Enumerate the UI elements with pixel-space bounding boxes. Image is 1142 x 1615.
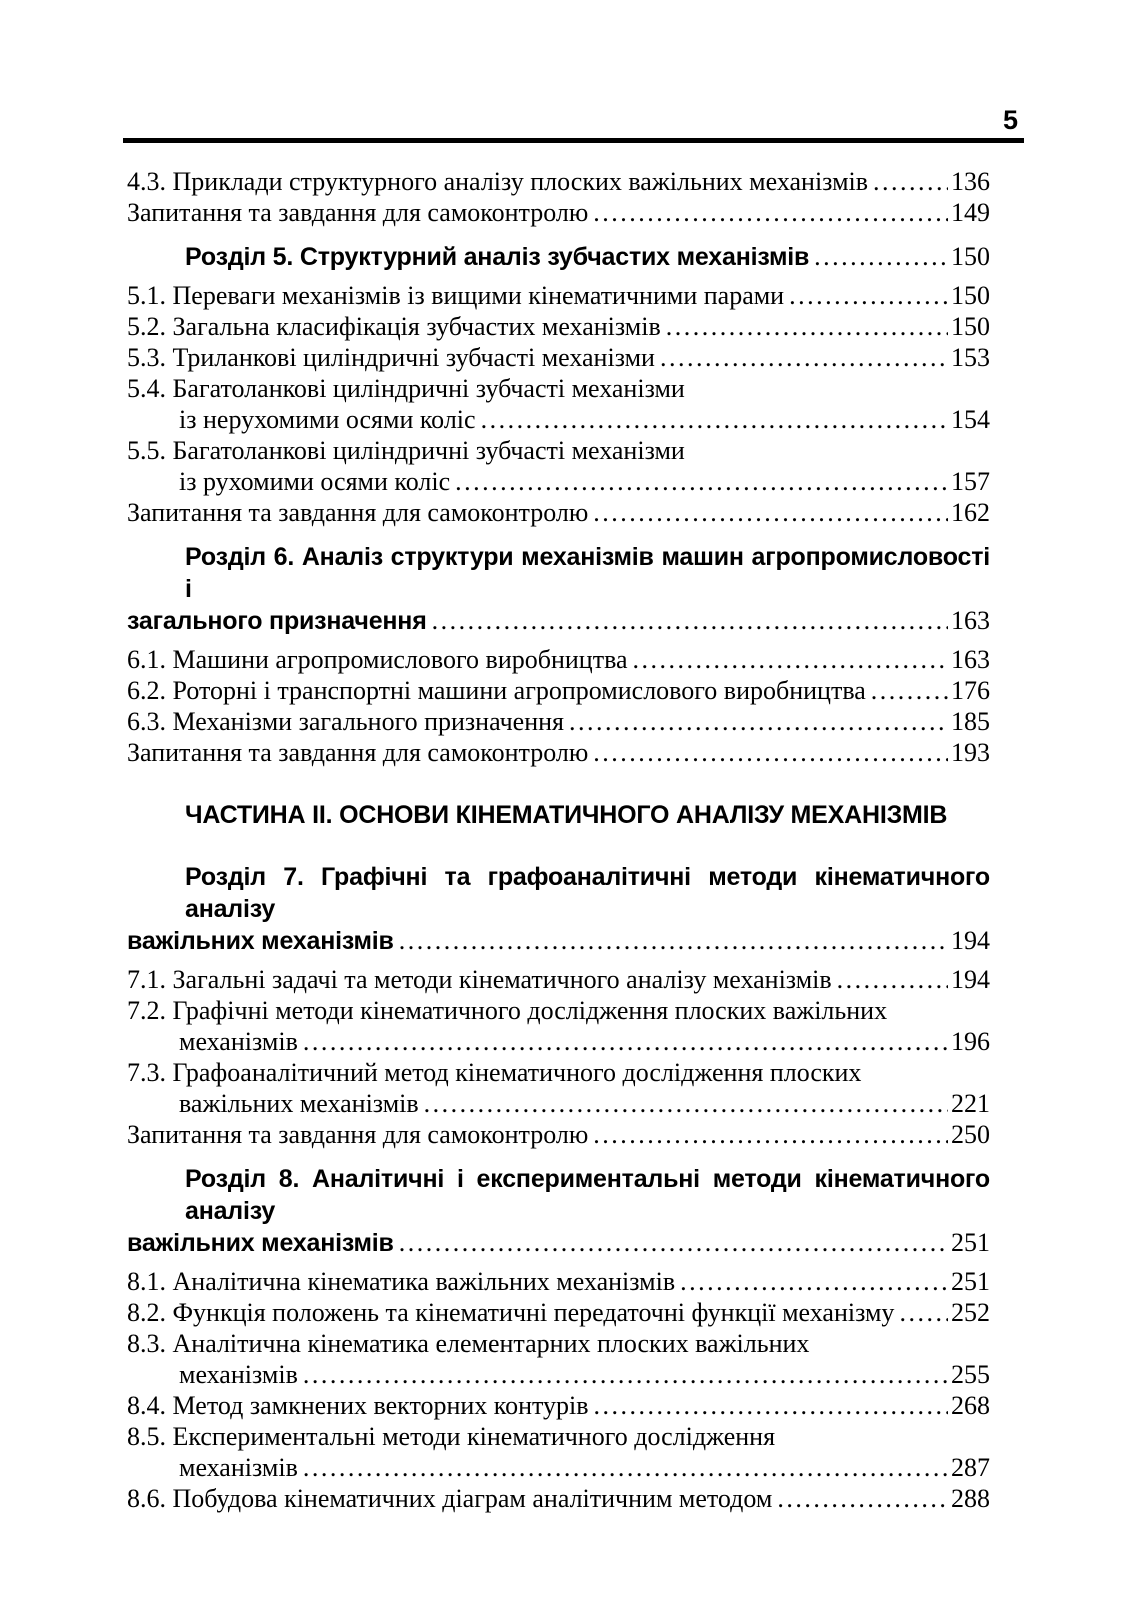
toc-entry — [127, 1119, 990, 1150]
dot-leader — [660, 342, 948, 373]
dot-leader — [303, 1359, 948, 1390]
toc-page-number: 149 — [951, 198, 990, 227]
toc-line — [127, 404, 990, 435]
toc-line — [127, 1163, 990, 1227]
dot-leader — [666, 311, 948, 342]
dot-leader — [873, 166, 948, 197]
toc-line — [127, 925, 990, 957]
dot-leader — [814, 241, 948, 272]
toc-entry — [127, 995, 990, 1057]
dot-leader — [593, 737, 948, 768]
toc-entry-text: 4.3. Приклади структурного аналізу плоских важільних механізмів — [127, 167, 869, 196]
toc-chapter-entry — [127, 541, 990, 637]
toc-entry-text: Запитання та завдання для самоконтролю — [127, 498, 589, 527]
toc-page-number: 163 — [951, 606, 990, 635]
toc-entry — [127, 1390, 990, 1421]
toc-entry-text: 8.5. Експериментальні методи кінематичного дослідження — [127, 1422, 776, 1451]
toc-entry-text: важільних механізмів — [179, 1089, 419, 1118]
toc-entry — [127, 311, 990, 342]
toc-entry-text: 6.3. Механізми загального призначення — [127, 707, 564, 736]
toc-page-number: 176 — [951, 676, 990, 705]
toc-line — [127, 1359, 990, 1390]
toc-entry-text: 5.3. Триланкові циліндричні зубчасті механізми — [127, 343, 655, 372]
toc-line — [127, 466, 990, 497]
toc-entry-text: важільних механізмів — [127, 1229, 394, 1257]
toc-page-number: 150 — [951, 312, 990, 341]
toc-chapter-entry — [127, 861, 990, 957]
dot-leader — [569, 706, 948, 737]
toc-line — [127, 1026, 990, 1057]
toc-entry-text: Розділ 5. Структурний аналіз зубчастих механізмів — [185, 243, 810, 271]
toc-entry — [127, 280, 990, 311]
table-of-contents — [127, 166, 990, 1514]
dot-leader — [593, 497, 948, 528]
toc-line — [127, 1328, 990, 1359]
toc-entry — [127, 197, 990, 228]
toc-line — [127, 1297, 990, 1328]
toc-line — [127, 605, 990, 637]
dot-leader — [777, 1483, 948, 1514]
toc-entry-text: механізмів — [179, 1360, 298, 1389]
toc-line — [127, 799, 990, 831]
toc-entry — [127, 1421, 990, 1483]
toc-entry — [127, 644, 990, 675]
dot-leader — [789, 280, 948, 311]
toc-line — [127, 1057, 990, 1088]
toc-line — [127, 241, 990, 273]
toc-page-number: 193 — [951, 738, 990, 767]
dot-leader — [837, 964, 948, 995]
toc-page-number: 221 — [951, 1089, 990, 1118]
toc-line — [127, 706, 990, 737]
toc-page-number: 251 — [951, 1267, 990, 1296]
dot-leader — [303, 1452, 948, 1483]
toc-page-number: 185 — [951, 707, 990, 736]
toc-page-number: 251 — [951, 1228, 990, 1257]
dot-leader — [680, 1266, 948, 1297]
dot-leader — [455, 466, 948, 497]
toc-entry-text: Розділ 6. Аналіз структури механізмів машин агропромисловості і — [185, 543, 990, 603]
toc-line — [127, 675, 990, 706]
toc-page-number: 252 — [951, 1298, 990, 1327]
toc-line — [127, 435, 990, 466]
toc-entry-text: механізмів — [179, 1453, 298, 1482]
toc-entry — [127, 497, 990, 528]
toc-entry-text: 8.6. Побудова кінематичних діаграм аналітичним методом — [127, 1484, 773, 1513]
dot-leader — [399, 1227, 948, 1258]
toc-entry — [127, 706, 990, 737]
toc-entry-text: 8.3. Аналітична кінематика елементарних плоских важільних — [127, 1329, 810, 1358]
toc-page-number: 136 — [951, 167, 990, 196]
dot-leader — [593, 197, 948, 228]
toc-page-number: 153 — [951, 343, 990, 372]
dot-leader — [871, 675, 948, 706]
toc-entry-text: загального призначення — [127, 607, 427, 635]
toc-page-number: 150 — [951, 242, 990, 271]
toc-entry-text: Розділ 7. Графічні та графоаналітичні методи кінематичного аналізу — [185, 863, 990, 923]
toc-line — [127, 861, 990, 925]
toc-entry — [127, 1297, 990, 1328]
toc-entry-text: 7.1. Загальні задачі та методи кінематичного аналізу механізмів — [127, 965, 832, 994]
toc-entry — [127, 342, 990, 373]
toc-line — [127, 166, 990, 197]
toc-line — [127, 497, 990, 528]
toc-entry-text: 6.1. Машини агропромислового виробництва — [127, 645, 628, 674]
toc-page-number: 163 — [951, 645, 990, 674]
dot-leader — [899, 1297, 948, 1328]
dot-leader — [481, 404, 948, 435]
toc-entry-text: Запитання та завдання для самоконтролю — [127, 1120, 589, 1149]
toc-page-number: 255 — [951, 1360, 990, 1389]
toc-line — [127, 373, 990, 404]
toc-line — [127, 1119, 990, 1150]
toc-line — [127, 1266, 990, 1297]
toc-entry — [127, 964, 990, 995]
toc-entry-text: 5.4. Багатоланкові циліндричні зубчасті механізми — [127, 374, 685, 403]
toc-entry-text: важільних механізмів — [127, 927, 394, 955]
page-header — [0, 0, 1142, 143]
toc-entry — [127, 675, 990, 706]
toc-entry-text: із рухомими осями коліс — [179, 467, 451, 496]
toc-entry — [127, 1328, 990, 1390]
dot-leader — [424, 1088, 948, 1119]
toc-line — [127, 1088, 990, 1119]
toc-line — [127, 1483, 990, 1514]
toc-entry-text: 8.1. Аналітична кінематика важільних механізмів — [127, 1267, 676, 1296]
toc-chapter-entry — [127, 241, 990, 273]
toc-entry-text: 8.4. Метод замкнених векторних контурів — [127, 1391, 589, 1420]
toc-page-number: 162 — [951, 498, 990, 527]
toc-line — [127, 644, 990, 675]
toc-entry — [127, 435, 990, 497]
dot-leader — [633, 644, 948, 675]
toc-entry — [127, 1483, 990, 1514]
toc-entry — [127, 737, 990, 768]
toc-page-number: 150 — [951, 281, 990, 310]
toc-line — [127, 541, 990, 605]
toc-page-number: 287 — [951, 1453, 990, 1482]
toc-entry — [127, 166, 990, 197]
toc-line — [127, 1452, 990, 1483]
toc-page-number: 196 — [951, 1027, 990, 1056]
toc-entry-text: ЧАСТИНА II. ОСНОВИ КІНЕМАТИЧНОГО АНАЛІЗУ МЕХАНІЗМІВ — [185, 801, 948, 829]
toc-line — [127, 197, 990, 228]
toc-entry-text: механізмів — [179, 1027, 298, 1056]
dot-leader — [432, 605, 948, 636]
toc-entry-text: Запитання та завдання для самоконтролю — [127, 738, 589, 767]
toc-entry-text: із нерухомими осями коліс — [179, 405, 476, 434]
toc-page-number: 194 — [951, 926, 990, 955]
toc-page-number: 288 — [951, 1484, 990, 1513]
toc-line — [127, 964, 990, 995]
toc-entry — [127, 1266, 990, 1297]
toc-entry-text: 7.2. Графічні методи кінематичного дослідження плоских важільних — [127, 996, 888, 1025]
header-rule — [123, 138, 1024, 143]
toc-line — [127, 995, 990, 1026]
toc-line — [127, 1227, 990, 1259]
toc-entry — [127, 1057, 990, 1119]
dot-leader — [594, 1390, 948, 1421]
dot-leader — [593, 1119, 948, 1150]
toc-entry-text: 7.3. Графоаналітичний метод кінематичного дослідження плоских — [127, 1058, 862, 1087]
toc-entry-text: Розділ 8. Аналітичні і експериментальні методи кінематичного аналізу — [185, 1165, 990, 1225]
toc-entry-text: 5.5. Багатоланкові циліндричні зубчасті механізми — [127, 436, 685, 465]
toc-chapter-entry — [127, 1163, 990, 1259]
page-number: 5 — [1002, 105, 1018, 135]
toc-part-heading — [127, 799, 990, 831]
toc-line — [127, 737, 990, 768]
toc-page-number: 194 — [951, 965, 990, 994]
toc-page-number: 157 — [951, 467, 990, 496]
toc-entry — [127, 373, 990, 435]
toc-entry-text: 8.2. Функція положень та кінематичні передаточні функції механізму — [127, 1298, 895, 1327]
dot-leader — [303, 1026, 948, 1057]
toc-line — [127, 1390, 990, 1421]
toc-line — [127, 1421, 990, 1452]
toc-line — [127, 280, 990, 311]
toc-page-number: 268 — [951, 1391, 990, 1420]
toc-page-number: 250 — [951, 1120, 990, 1149]
toc-entry-text: 5.1. Переваги механізмів із вищими кінематичними парами — [127, 281, 785, 310]
toc-entry-text: Запитання та завдання для самоконтролю — [127, 198, 589, 227]
toc-page-number: 154 — [951, 405, 990, 434]
toc-line — [127, 311, 990, 342]
toc-line — [127, 342, 990, 373]
toc-entry-text: 6.2. Роторні і транспортні машини агропромислового виробництва — [127, 676, 866, 705]
dot-leader — [399, 925, 948, 956]
toc-entry-text: 5.2. Загальна класифікація зубчастих механізмів — [127, 312, 661, 341]
